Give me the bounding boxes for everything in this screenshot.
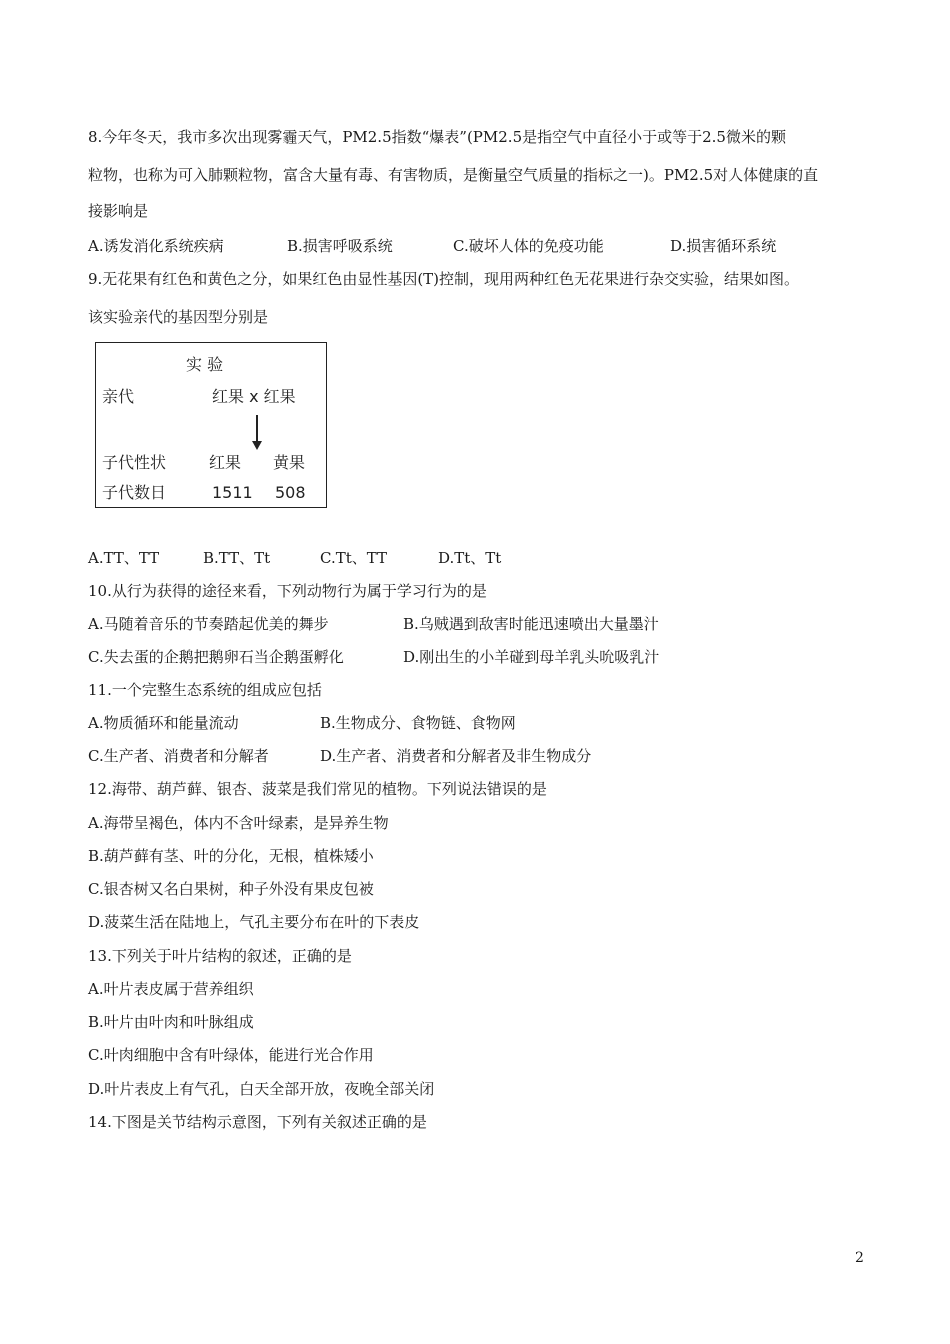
q11-option-c: C.生产者、消费者和分解者 <box>88 747 269 765</box>
q13-option-a: A.叶片表皮属于营养组织 <box>88 980 254 998</box>
q12-option-b: B.葫芦藓有茎、叶的分化，无根，植株矮小 <box>88 847 374 865</box>
q10-option-b: B.乌贼遇到敌害时能迅速喷出大量墨汁 <box>403 615 659 633</box>
q13-option-c: C.叶肉细胞中含有叶绿体，能进行光合作用 <box>88 1046 374 1064</box>
page-number: 2 <box>855 1250 864 1266</box>
q11-option-a: A.物质循环和能量流动 <box>88 714 239 732</box>
q11-option-b: B.生物成分、食物链、食物网 <box>320 714 516 732</box>
offspring-count-label: 子代数日 <box>102 483 167 502</box>
q12-option-a: A.海带呈褐色，体内不含叶绿素，是异养生物 <box>88 814 389 832</box>
offspring-count-yellow: 508 <box>275 483 306 502</box>
q13-stem: 13.下列关于叶片结构的叙述，正确的是 <box>88 947 352 965</box>
q11-stem: 11.一个完整生态系统的组成应包括 <box>88 681 322 699</box>
offspring-trait-yellow: 黄果 <box>273 453 306 472</box>
q9-option-d: D.Tt、Tt <box>438 549 502 567</box>
q10-option-d: D.刚出生的小羊碰到母羊乳头吮吸乳汁 <box>403 648 660 666</box>
experiment-table-figure <box>95 342 327 508</box>
q9-option-b: B.TT、Tt <box>203 549 271 567</box>
q9-option-a: A.TT、TT <box>88 549 160 567</box>
q8-option-d: D.损害循环系统 <box>670 237 777 255</box>
parent-cross: 红果 x 红果 <box>212 387 296 406</box>
q8-option-c: C.破坏人体的免疫功能 <box>453 237 604 255</box>
q13-option-b: B.叶片由叶肉和叶脉组成 <box>88 1013 254 1031</box>
q9-stem-line2: 该实验亲代的基因型分别是 <box>88 308 269 326</box>
q13-option-d: D.叶片表皮上有气孔，白天全部开放，夜晚全部关闭 <box>88 1080 435 1098</box>
q9-stem-line1: 9.无花果有红色和黄色之分，如果红色由显性基因(T)控制，现用两种红色无花果进行杂交实验，结果如图。 <box>88 270 800 288</box>
q9-option-c: C.Tt、TT <box>320 549 388 567</box>
q8-stem-line3: 接影响是 <box>88 202 149 220</box>
q14-stem: 14.下图是关节结构示意图，下列有关叙述正确的是 <box>88 1113 427 1131</box>
q10-stem: 10.从行为获得的途径来看，下列动物行为属于学习行为的是 <box>88 582 487 600</box>
offspring-trait-red: 红果 <box>209 453 242 472</box>
q8-option-a: A.诱发消化系统疾病 <box>88 237 224 255</box>
q12-stem: 12.海带、葫芦藓、银杏、菠菜是我们常见的植物。下列说法错误的是 <box>88 780 547 798</box>
q12-option-c: C.银杏树又名白果树，种子外没有果皮包被 <box>88 880 374 898</box>
q8-stem-line1: 8.今年冬天，我市多次出现雾霾天气，PM2.5指数“爆表”(PM2.5是指空气中直径小于或等于2.5微米的颗 <box>88 128 786 146</box>
arrow-down-icon <box>256 415 258 443</box>
q10-option-a: A.马随着音乐的节奏踏起优美的舞步 <box>88 615 329 633</box>
q11-option-d: D.生产者、消费者和分解者及非生物成分 <box>320 747 592 765</box>
q8-option-b: B.损害呼吸系统 <box>287 237 393 255</box>
offspring-trait-label: 子代性状 <box>102 453 167 472</box>
experiment-title: 实 验 <box>186 355 224 374</box>
q8-stem-line2: 粒物，也称为可入肺颗粒物，富含大量有毒、有害物质，是衡量空气质量的指标之一)。PM2.5对人体健康的直 <box>88 166 819 184</box>
arrow-head-icon <box>252 441 262 450</box>
q12-option-d: D.菠菜生活在陆地上，气孔主要分布在叶的下表皮 <box>88 913 420 931</box>
parent-label: 亲代 <box>102 387 135 406</box>
offspring-count-red: 1511 <box>212 483 253 502</box>
q10-option-c: C.失去蛋的企鹅把鹅卵石当企鹅蛋孵化 <box>88 648 344 666</box>
